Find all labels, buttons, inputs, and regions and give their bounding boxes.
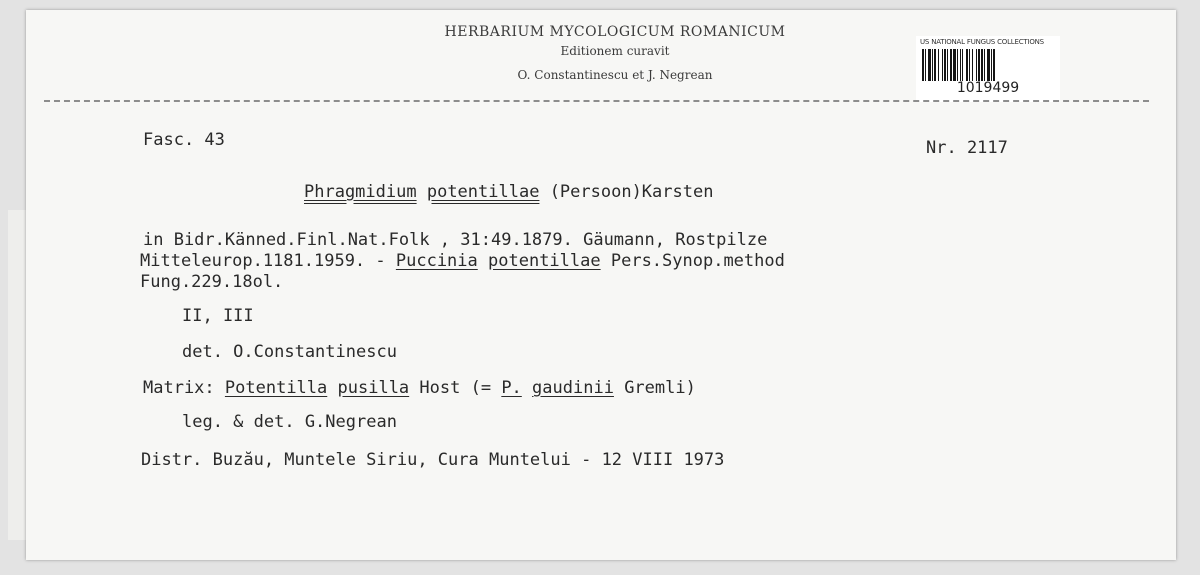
matrix-suffix: Gremli): [624, 378, 696, 398]
basionym-genus: Puccinia: [395, 251, 478, 271]
basionym-epithet: potentillae: [488, 251, 601, 271]
citation-suffix: Pers.Synop.method: [610, 251, 785, 271]
matrix-mid: Host (=: [419, 378, 502, 398]
barcode-icon: [922, 49, 1052, 81]
barcode-label: [916, 36, 1060, 102]
host-epithet: pusilla: [337, 378, 410, 398]
barcode-number: 1019499: [956, 80, 1020, 96]
fascicle-number: Fasc. 43: [143, 130, 225, 150]
taxon-genus: Phragmidium: [304, 182, 417, 202]
herbarium-title: HERBARIUM MYCOLOGICUM ROMANICUM: [444, 24, 786, 40]
taxon-authority: (Persoon)Karsten: [549, 182, 714, 202]
sheet-edge: [8, 210, 26, 540]
collector: leg. & det. G.Negrean: [182, 412, 397, 432]
taxon-name: [304, 182, 713, 202]
herbarium-subtitle: Editionem curavit: [560, 44, 670, 58]
citation-line-2: [140, 251, 785, 271]
determiner: det. O.Constantinescu: [182, 342, 397, 362]
barcode-caption: US NATIONAL FUNGUS COLLECTIONS: [920, 38, 1044, 46]
host-matrix: [143, 378, 696, 398]
taxon-epithet: potentillae: [426, 182, 540, 202]
fold-line: [44, 100, 1149, 102]
spore-stages: II, III: [182, 306, 254, 326]
citation-prefix: Mitteleurop.1181.1959. -: [140, 251, 396, 271]
matrix-prefix: Matrix:: [143, 378, 215, 398]
herbarium-editors: O. Constantinescu et J. Negrean: [517, 68, 713, 82]
exsiccata-number: Nr. 2117: [926, 138, 1008, 158]
synonym-epithet: gaudinii: [532, 378, 614, 398]
locality: Distr. Buzău, Muntele Siriu, Cura Muntelui - 12 VIII 1973: [141, 450, 725, 470]
host-genus: Potentilla: [224, 378, 328, 398]
herbarium-header: [400, 24, 830, 82]
synonym-genus: P.: [501, 378, 522, 398]
citation-line-1: in Bidr.Känned.Finl.Nat.Folk , 31:49.1879. Gäumann, Rostpilze: [143, 230, 768, 250]
citation-line-3: Fung.229.18ol.: [140, 272, 284, 292]
